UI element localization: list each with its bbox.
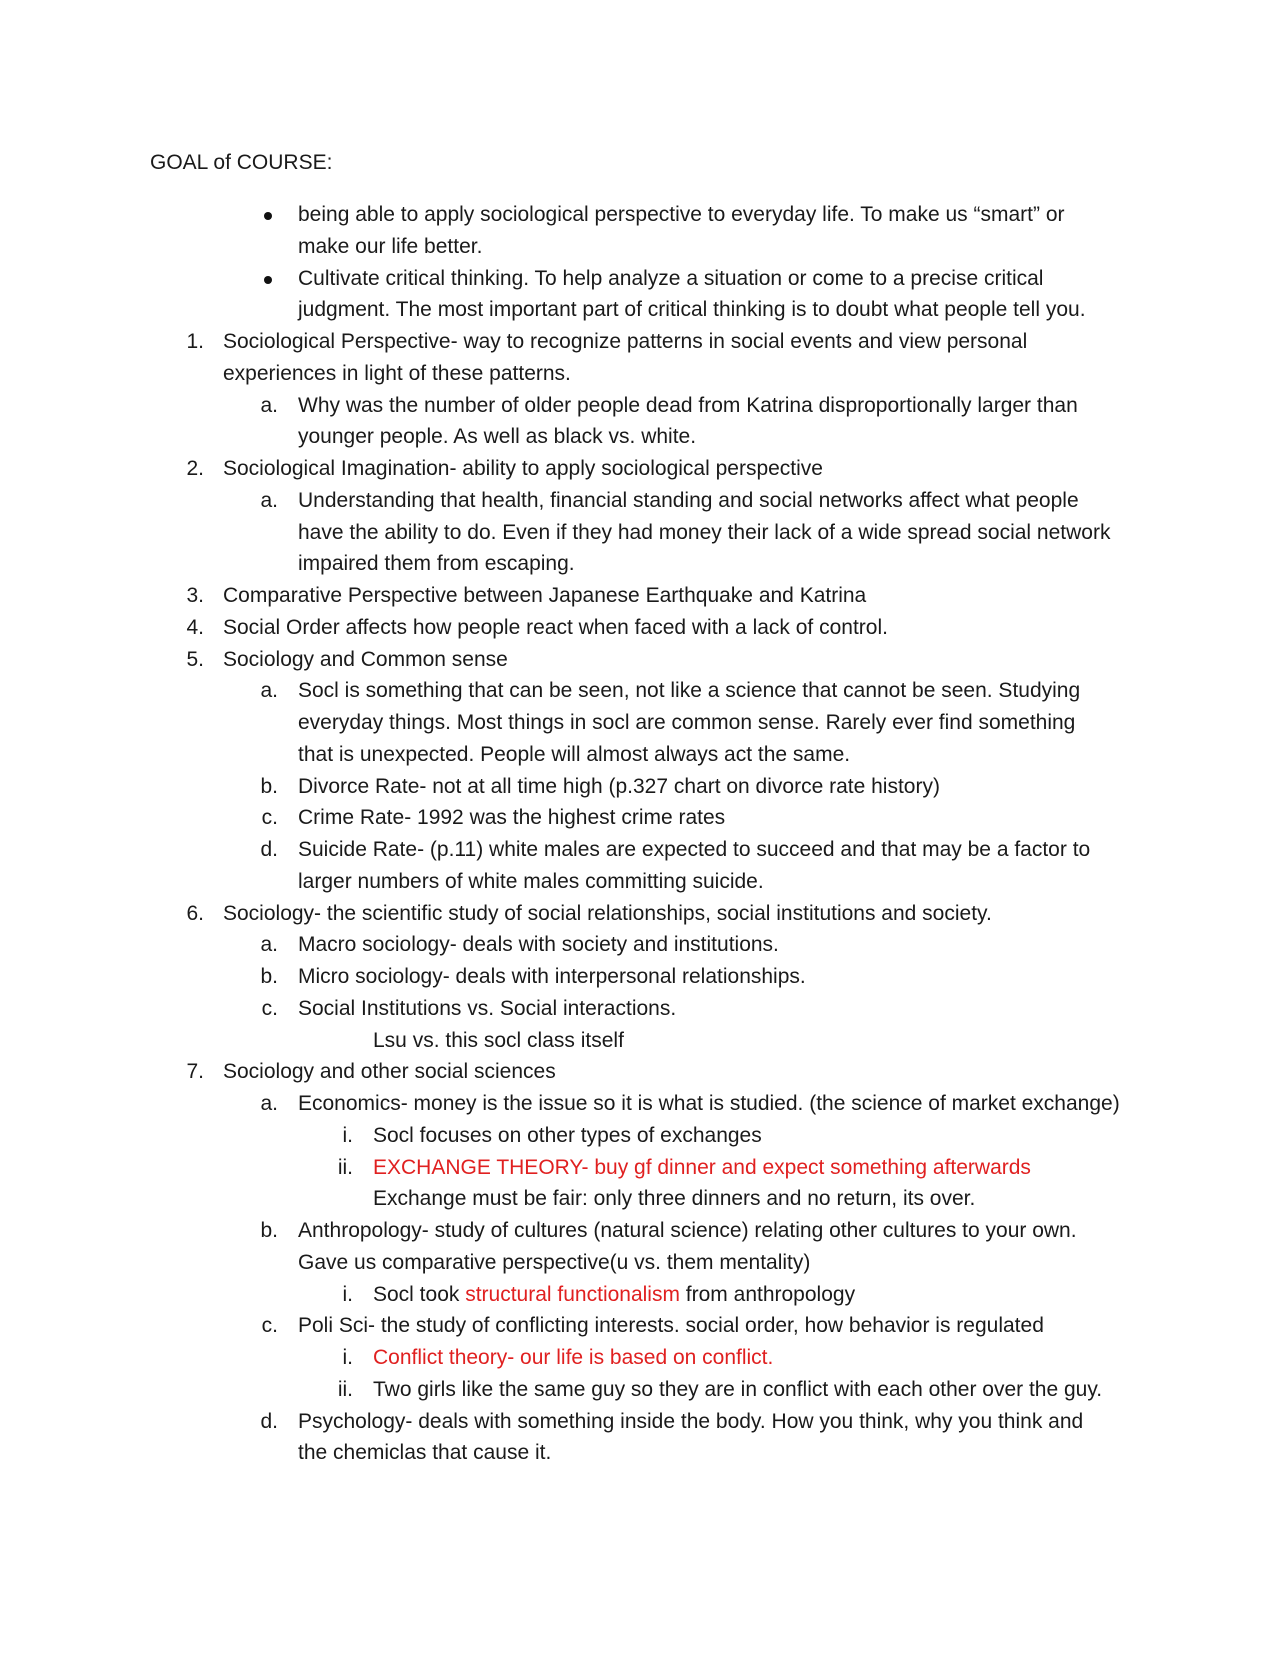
list-number: 7. xyxy=(186,1060,204,1084)
sublist-letter: b. xyxy=(260,774,278,798)
roman-item-text xyxy=(373,1282,855,1308)
text-segment: from anthropology xyxy=(679,1282,856,1306)
sublist-letter: a. xyxy=(260,393,278,417)
sublist-item-text: that is unexpected. People will almost always act the same. xyxy=(298,742,851,766)
roman-item-text: EXCHANGE THEORY- buy gf dinner and expect something afterwards xyxy=(373,1155,1031,1179)
bullet-text: make our life better. xyxy=(298,234,483,258)
roman-item-note: Exchange must be fair: only three dinners and no return, its over. xyxy=(373,1187,976,1211)
roman-numeral: i. xyxy=(342,1282,353,1306)
sublist-item-text: Suicide Rate- (p.11) white males are expected to succeed and that may be a factor to xyxy=(298,838,1091,861)
sublist-item-text: Macro sociology- deals with society and institutions. xyxy=(298,933,779,957)
sublist-letter: d. xyxy=(260,838,278,861)
sublist-item-text: the chemiclas that cause it. xyxy=(298,1441,552,1465)
sublist-item-text: Poli Sci- the study of conflicting interests. social order, how behavior is regulated xyxy=(298,1314,1044,1338)
sublist-letter: a. xyxy=(260,1092,278,1115)
list-number: 5. xyxy=(186,647,204,671)
list-item-text: Sociological Perspective- way to recognize patterns in social events and view personal xyxy=(223,330,1028,353)
list-number: 4. xyxy=(186,615,204,639)
list-item-text: Sociology- the scientific study of social relationships, social institutions and society. xyxy=(223,901,992,925)
sublist-item-text: Understanding that health, financial standing and social networks affect what people xyxy=(298,488,1079,512)
sublist-note: Lsu vs. this socl class itself xyxy=(373,1028,624,1052)
roman-numeral: i. xyxy=(342,1123,353,1147)
bullet-text: being able to apply sociological perspective to everyday life. To make us “smart” or xyxy=(298,203,1065,226)
list-item-text: Comparative Perspective between Japanese Earthquake and Katrina xyxy=(223,584,867,607)
bullet-text: judgment. The most important part of critical thinking is to doubt what people tell you. xyxy=(298,298,1086,322)
list-number: 3. xyxy=(186,584,204,607)
list-number: 6. xyxy=(186,901,204,925)
sublist-item-text: have the ability to do. Even if they had money their lack of a wide spread social network xyxy=(298,520,1111,544)
sublist-item-text: Socl is something that can be seen, not like a science that cannot be seen. Studying xyxy=(298,679,1081,703)
sublist-item-text: younger people. As well as black vs. white. xyxy=(298,425,697,449)
roman-item-text: Conflict theory- our life is based on conflict. xyxy=(373,1346,774,1369)
sublist-letter: b. xyxy=(260,965,278,988)
list-number: 1. xyxy=(186,330,204,353)
roman-numeral: ii. xyxy=(337,1155,353,1179)
sublist-letter: a. xyxy=(260,933,278,957)
sublist-letter: d. xyxy=(260,1409,278,1433)
sublist-item-text: Psychology- deals with something inside the body. How you think, why you think and xyxy=(298,1409,1084,1433)
bullet-icon xyxy=(264,212,272,220)
sublist-item-text: Why was the number of older people dead from Katrina disproportionally larger than xyxy=(298,393,1078,417)
list-item-text: experiences in light of these patterns. xyxy=(223,361,571,385)
text-segment: Socl took xyxy=(373,1282,466,1306)
bullet-text: Cultivate critical thinking. To help analyze a situation or come to a precise critical xyxy=(298,266,1044,290)
sublist-item-text: Social Institutions vs. Social interactions. xyxy=(298,996,677,1020)
sublist-letter: a. xyxy=(260,679,278,703)
sublist-item-text: Gave us comparative perspective(u vs. them mentality) xyxy=(298,1250,811,1274)
sublist-letter: a. xyxy=(260,488,278,512)
roman-numeral: ii. xyxy=(337,1377,353,1401)
sublist-letter: c. xyxy=(261,996,278,1020)
roman-item-text: Two girls like the same guy so they are in conflict with each other over the guy. xyxy=(373,1377,1103,1401)
list-item-text: Social Order affects how people react when faced with a lack of control. xyxy=(223,615,888,639)
sublist-item-text: Divorce Rate- not at all time high (p.327 chart on divorce rate history) xyxy=(298,774,940,798)
sublist-item-text: Economics- money is the issue so it is what is studied. (the science of market exchange) xyxy=(298,1092,1120,1115)
sublist-item-text: impaired them from escaping. xyxy=(298,552,575,576)
list-item-text: Sociology and Common sense xyxy=(223,647,508,671)
list-item-text: Sociological Imagination- ability to apply sociological perspective xyxy=(223,457,823,480)
sublist-item-text: everyday things. Most things in socl are common sense. Rarely ever find something xyxy=(298,711,1076,734)
roman-item-text: Socl focuses on other types of exchanges xyxy=(373,1123,762,1147)
sublist-item-text: Crime Rate- 1992 was the highest crime rates xyxy=(298,806,726,830)
sublist-letter: c. xyxy=(261,1314,278,1338)
bullet-icon xyxy=(264,276,272,284)
sublist-item-text: larger numbers of white males committing suicide. xyxy=(298,869,764,893)
sublist-item-text: Micro sociology- deals with interpersonal relationships. xyxy=(298,965,806,988)
sublist-letter: b. xyxy=(260,1219,278,1242)
sublist-letter: c. xyxy=(261,806,278,830)
highlighted-term: structural functionalism xyxy=(465,1282,680,1306)
list-number: 2. xyxy=(186,457,204,480)
roman-numeral: i. xyxy=(342,1346,353,1369)
sublist-item-text: Anthropology- study of cultures (natural science) relating other cultures to your own. xyxy=(298,1219,1077,1242)
page-heading: GOAL of COURSE: xyxy=(150,151,333,174)
list-item-text: Sociology and other social sciences xyxy=(223,1060,556,1084)
